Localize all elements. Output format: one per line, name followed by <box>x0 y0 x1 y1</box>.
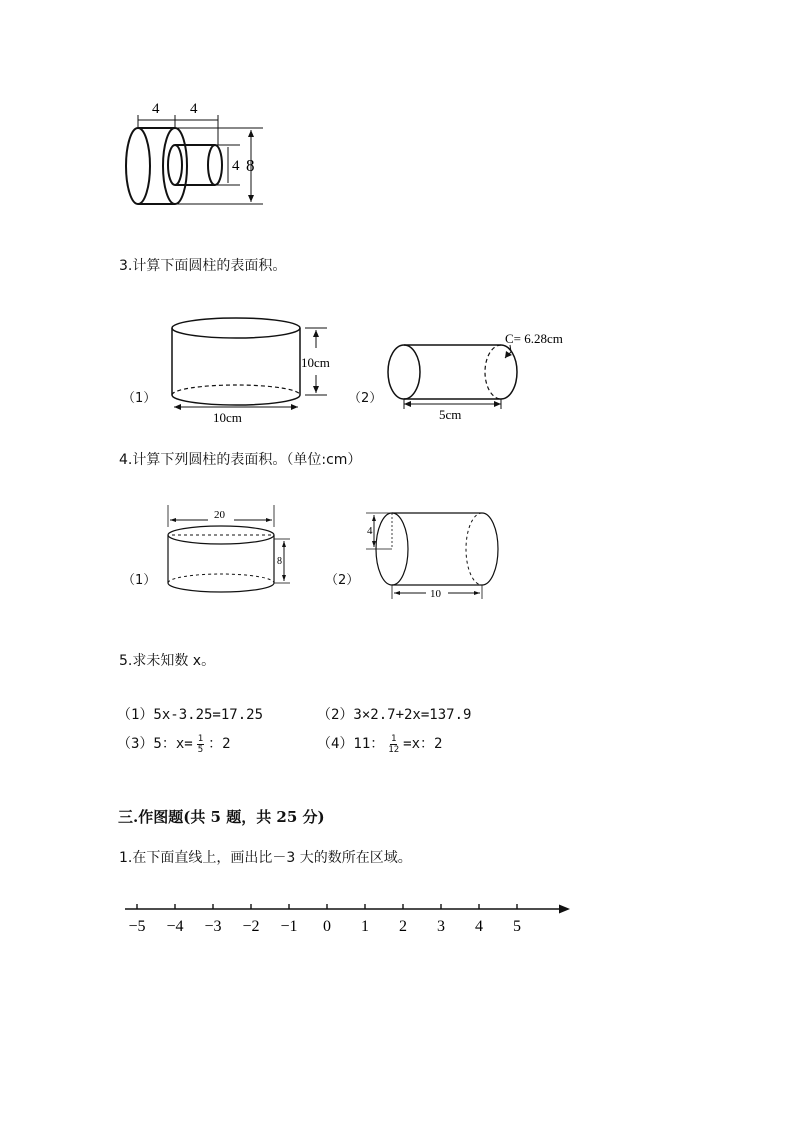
q4-fig1-height: 8 <box>277 556 282 567</box>
q5-p3-fraction <box>197 734 204 755</box>
q5-problem-2: （2）3×2.7+2x=137.9 <box>317 707 472 723</box>
q5-problem-3 <box>117 733 231 755</box>
q4-fig2-length: 10 <box>430 588 441 600</box>
number-line-arrow <box>559 905 570 914</box>
q4-fig2-radius: 4 <box>367 525 373 537</box>
number-line-tick-label: −3 <box>204 918 222 935</box>
number-line-tick-label: 2 <box>399 918 407 935</box>
number-line-tick-label: −2 <box>242 918 260 935</box>
q4-title: 4.计算下列圆柱的表面积。（单位:cm） <box>119 452 362 468</box>
q4-fig1-diameter: 20 <box>214 509 225 521</box>
q5-problem-4 <box>317 733 442 755</box>
section-3-heading: 三.作图题(共 5 题，共 25 分) <box>118 808 325 826</box>
q4-cylinder-1 <box>160 505 300 600</box>
q5-p4-denominator: 12 <box>388 744 400 755</box>
q5-title: 5.求未知数 x。 <box>119 653 216 669</box>
stepped-cylinder-figure <box>118 95 278 210</box>
number-line-tick-label: 1 <box>361 918 369 935</box>
number-line-tick-label: 4 <box>475 918 483 935</box>
q5-p3-denominator: 5 <box>197 744 204 755</box>
q3-cylinder-2 <box>385 325 575 425</box>
number-line-tick-label: −4 <box>166 918 184 935</box>
q3-fig2-length: 5cm <box>439 407 462 422</box>
dim-a: 4 <box>152 101 160 117</box>
q5-p4-prefix: （4）11： <box>317 736 385 752</box>
q3-fig1-height: 10cm <box>301 355 330 370</box>
q4-label-2: （2） <box>325 573 360 588</box>
number-line-tick-label: 3 <box>437 918 445 935</box>
dim-b: 4 <box>190 101 198 117</box>
number-line-tick-label: −1 <box>280 918 298 935</box>
number-line-tick-label: 0 <box>323 918 331 935</box>
q4-label-1: （1） <box>122 573 157 588</box>
q3-fig2-circumference: C= 6.28cm <box>505 331 563 346</box>
q3-label-2: （2） <box>348 391 383 406</box>
q3-title: 3.计算下面圆柱的表面积。 <box>119 258 287 274</box>
q5-p3-numerator: 1 <box>197 733 204 744</box>
number-line <box>115 895 575 940</box>
s3-q1-title: 1.在下面直线上，画出比－3 大的数所在区域。 <box>119 850 412 866</box>
number-line-tick-label: −5 <box>128 918 146 935</box>
q3-label-1: （1） <box>122 391 157 406</box>
q3-fig1-diameter: 10cm <box>213 410 242 425</box>
dim-outer: 8 <box>246 156 255 175</box>
q5-p3-prefix: （3）5：x= <box>117 736 193 752</box>
q5-p4-numerator: 1 <box>391 733 397 744</box>
q4-cylinder-2 <box>362 503 507 603</box>
number-line-tick-label: 5 <box>513 918 521 935</box>
q5-p3-suffix: ：2 <box>208 736 231 752</box>
q5-problem-1: （1）5x-3.25=17.25 <box>117 707 264 723</box>
q5-p4-suffix: =x：2 <box>403 736 443 752</box>
q5-p4-fraction <box>388 734 399 755</box>
q3-cylinder-1 <box>165 312 340 427</box>
dim-inner: 4 <box>232 158 240 174</box>
